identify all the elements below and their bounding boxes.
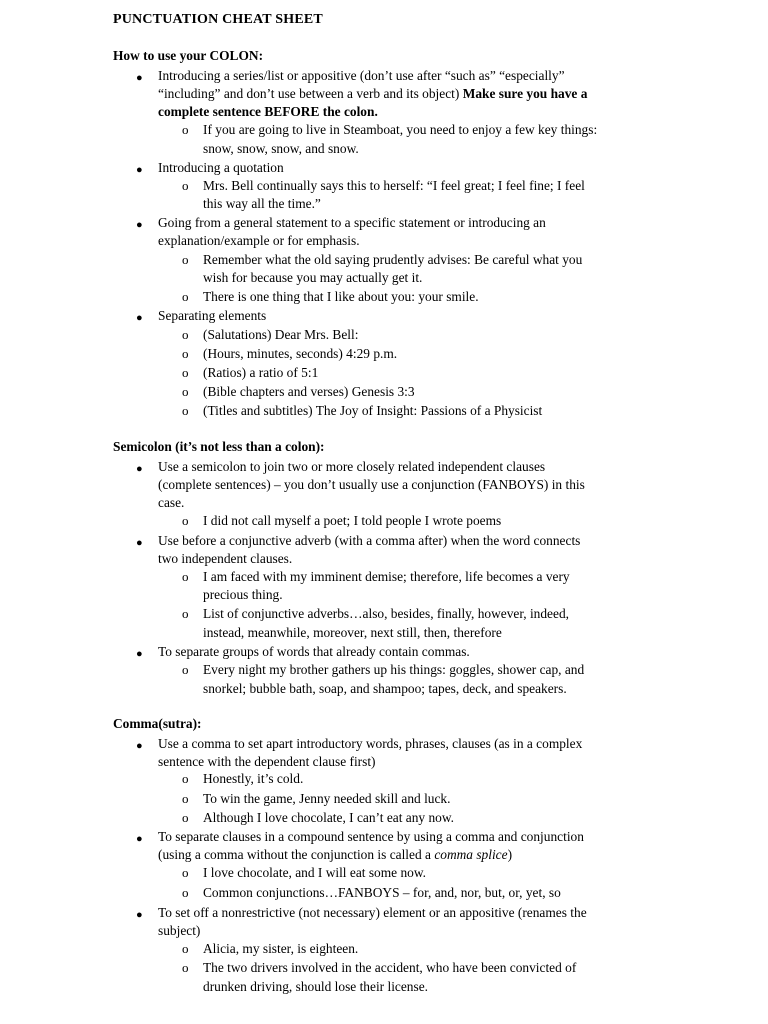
comma-rule: subject) xyxy=(158,923,201,938)
sub-bullet-marker: o xyxy=(182,346,189,361)
colon-intro-emphasis: Make sure you have a xyxy=(462,86,588,101)
bullet-marker: ● xyxy=(136,909,143,921)
comma-example: Common conjunctions…FANBOYS – for, and, nor, but, or, yet, so xyxy=(203,885,561,900)
bullet-marker: ● xyxy=(136,219,143,231)
bullet-marker: ● xyxy=(136,740,143,752)
sub-bullet-marker: o xyxy=(182,791,189,806)
sub-bullet-marker: o xyxy=(182,365,189,380)
comma-example: The two drivers involved in the accident, who have been convicted of xyxy=(203,960,577,975)
comma-example: Honestly, it’s cold. xyxy=(203,771,304,786)
colon-example: If you are going to live in Steamboat, you need to enjoy a few key things: xyxy=(203,122,598,137)
semicolon-example: precious thing. xyxy=(203,587,283,602)
colon-rule: Separating elements xyxy=(158,308,267,323)
semicolon-heading: Semicolon (it’s not less than a colon): xyxy=(113,439,325,454)
sub-bullet-marker: o xyxy=(182,178,189,193)
sub-bullet-marker: o xyxy=(182,606,189,621)
semicolon-rule: To separate groups of words that already contain commas. xyxy=(158,644,470,659)
colon-rule: Introducing a quotation xyxy=(158,160,284,175)
comma-splice-term: comma splice xyxy=(434,847,508,862)
bullet-marker: ● xyxy=(136,833,143,845)
sub-bullet-marker: o xyxy=(182,662,189,677)
comma-example: drunken driving, should lose their license. xyxy=(203,979,428,994)
colon-example: (Bible chapters and verses) Genesis 3:3 xyxy=(203,384,415,399)
comma-rule: sentence with the dependent clause first) xyxy=(158,754,376,769)
colon-example: wish for because you may actually get it. xyxy=(203,270,423,285)
colon-example: (Ratios) a ratio of 5:1 xyxy=(203,365,319,380)
bullet-marker: ● xyxy=(136,537,143,549)
semicolon-example: snorkel; bubble bath, soap, and shampoo; tapes, deck, and speakers. xyxy=(203,681,567,696)
sub-bullet-marker: o xyxy=(182,885,189,900)
comma-example: To win the game, Jenny needed skill and luck. xyxy=(203,791,451,806)
semicolon-rule: Use a semicolon to join two or more closely related independent clauses xyxy=(158,459,546,474)
semicolon-example: instead, meanwhile, moreover, next still, then, therefore xyxy=(203,625,502,640)
bullet-marker: ● xyxy=(136,164,143,176)
comma-rule: To separate clauses in a compound sentence by using a comma and conjunction xyxy=(158,829,584,844)
colon-example: (Hours, minutes, seconds) 4:29 p.m. xyxy=(203,346,398,361)
sub-bullet-marker: o xyxy=(182,252,189,267)
comma-rule: (using a comma without the conjunction is called a comma splice) xyxy=(158,847,513,862)
semicolon-rule: (complete sentences) – you don’t usually use a conjunction (FANBOYS) in this xyxy=(158,477,585,492)
colon-example: snow, snow, snow, and snow. xyxy=(203,141,359,156)
sub-bullet-marker: o xyxy=(182,865,189,880)
bullet-marker: ● xyxy=(136,72,143,84)
page-title: PUNCTUATION CHEAT SHEET xyxy=(113,12,323,27)
comma-heading: Comma(sutra): xyxy=(113,716,202,731)
bullet-marker: ● xyxy=(136,463,143,475)
colon-heading: How to use your COLON: xyxy=(113,48,264,63)
colon-example: this way all the time.” xyxy=(203,196,321,211)
sub-bullet-marker: o xyxy=(182,941,189,956)
semicolon-rule: Use before a conjunctive adverb (with a comma after) when the word connects xyxy=(158,533,581,548)
colon-rule: explanation/example or for emphasis. xyxy=(158,233,360,248)
colon-example: (Salutations) Dear Mrs. Bell: xyxy=(203,327,359,342)
semicolon-rule: two independent clauses. xyxy=(158,551,293,566)
colon-example: (Titles and subtitles) The Joy of Insight: Passions of a Physicist xyxy=(203,403,543,418)
sub-bullet-marker: o xyxy=(182,771,189,786)
sub-bullet-marker: o xyxy=(182,289,189,304)
semicolon-rule: case. xyxy=(158,495,185,510)
comma-rule: To set off a nonrestrictive (not necessary) element or an appositive (renames the xyxy=(158,905,587,920)
sub-bullet-marker: o xyxy=(182,384,189,399)
sub-bullet-marker: o xyxy=(182,122,189,137)
sub-bullet-marker: o xyxy=(182,810,189,825)
comma-example: Although I love chocolate, I can’t eat any now. xyxy=(203,810,454,825)
sub-bullet-marker: o xyxy=(182,569,189,584)
sub-bullet-marker: o xyxy=(182,513,189,528)
colon-example: Mrs. Bell continually says this to herself: “I feel great; I feel fine; I feel xyxy=(203,178,585,193)
bullet-marker: ● xyxy=(136,648,143,660)
sub-bullet-marker: o xyxy=(182,327,189,342)
semicolon-example: I did not call myself a poet; I told people I wrote poems xyxy=(203,513,502,528)
comma-rule: Use a comma to set apart introductory words, phrases, clauses (as in a complex xyxy=(158,736,583,751)
colon-example: Remember what the old saying prudently advises: Be careful what you xyxy=(203,252,583,267)
sub-bullet-marker: o xyxy=(182,960,189,975)
colon-rule: Going from a general statement to a specific statement or introducing an xyxy=(158,215,546,230)
colon-example: There is one thing that I like about you: your smile. xyxy=(203,289,479,304)
colon-intro-emphasis: complete sentence BEFORE the colon. xyxy=(158,104,378,119)
colon-intro-line: “including” and don’t use between a verb and its object) Make sure you have a xyxy=(158,86,588,101)
comma-example: Alicia, my sister, is eighteen. xyxy=(203,941,359,956)
colon-intro-line: Introducing a series/list or appositive (don’t use after “such as” “especially” xyxy=(158,68,565,83)
semicolon-example: List of conjunctive adverbs…also, besides, finally, however, indeed, xyxy=(203,606,569,621)
semicolon-example: I am faced with my imminent demise; therefore, life becomes a very xyxy=(203,569,570,584)
bullet-marker: ● xyxy=(136,312,143,324)
comma-example: I love chocolate, and I will eat some now. xyxy=(203,865,426,880)
semicolon-example: Every night my brother gathers up his things: goggles, shower cap, and xyxy=(203,662,585,677)
sub-bullet-marker: o xyxy=(182,403,189,418)
